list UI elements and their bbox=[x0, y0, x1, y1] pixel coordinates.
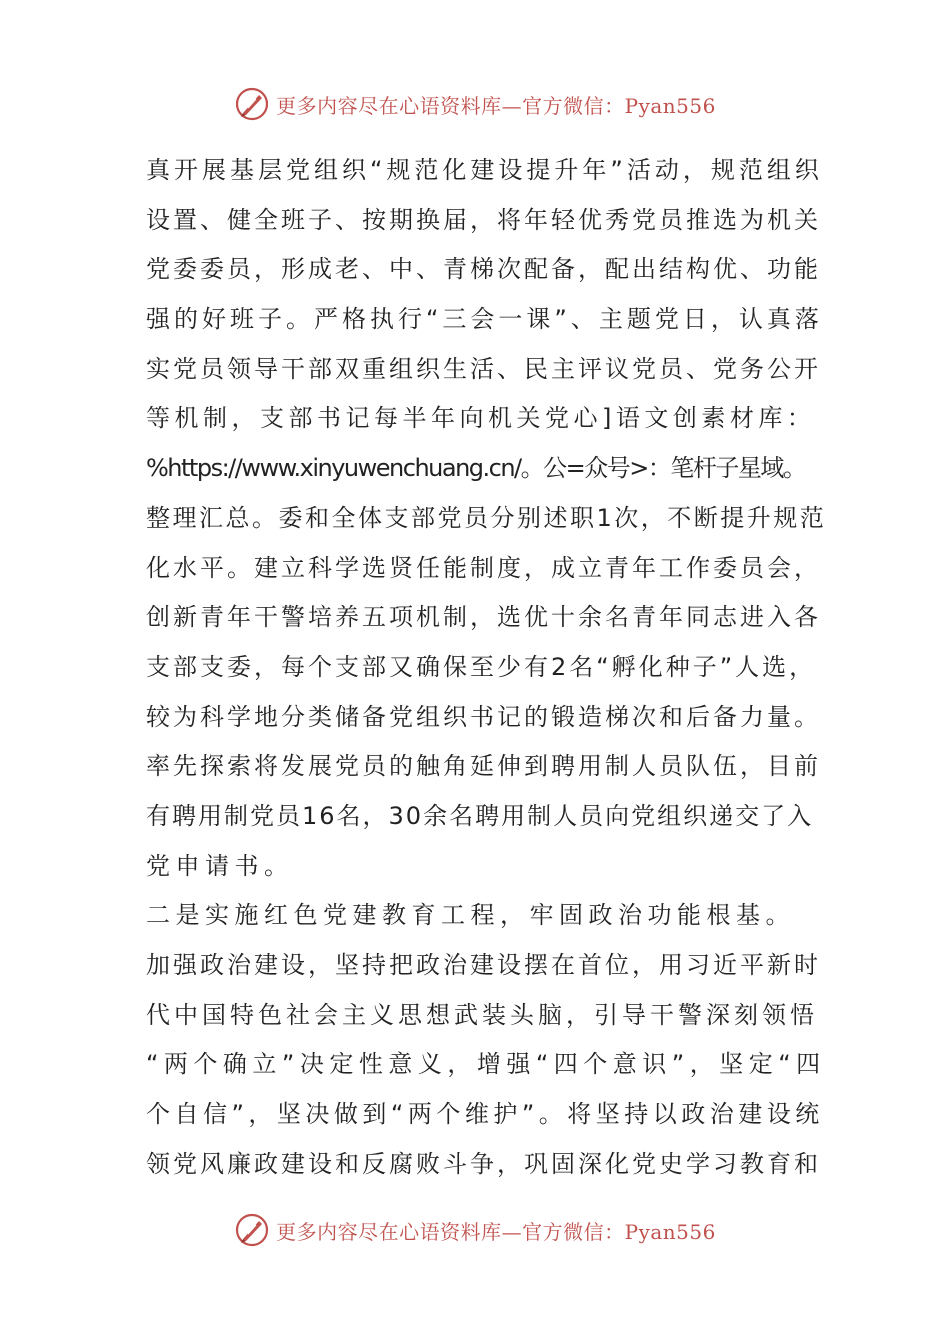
body-line: 较为科学地分类储备党组织书记的锻造梯次和后备力量。 bbox=[146, 702, 821, 731]
body-line: 个自信”，坚决做到“两个维护”。将坚持以政治建设统 bbox=[146, 1100, 824, 1129]
body-line: 支部支委，每个支部又确保至少有2名“孵化种子”人选， bbox=[146, 652, 817, 681]
quill-pen-logo-icon bbox=[234, 86, 270, 122]
body-line: 加强政治建设，坚持把政治建设摆在首位，用习近平新时 bbox=[146, 951, 821, 979]
header-watermark-banner bbox=[0, 82, 950, 126]
footer-watermark-banner bbox=[0, 1208, 950, 1252]
body-line: 党申请书。 bbox=[146, 851, 294, 880]
body-line-url: %https://www.xinyuwenchuang.cn/。公=众号>：笔杆子星域。 bbox=[146, 454, 806, 483]
body-line: 强的好班子。严格执行“三会一课”、主题党日，认真落 bbox=[146, 305, 823, 334]
body-line: 领党风廉政建设和反腐败斗争，巩固深化党史学习教育和 bbox=[146, 1149, 821, 1178]
body-line: 率先探索将发展党员的触角延伸到聘用制人员队伍，目前 bbox=[146, 752, 821, 781]
body-line: 有聘用制党员16名，30余名聘用制人员向党组织递交了入 bbox=[146, 801, 814, 830]
header-watermark-text: 更多内容尽在心语资料库—官方微信：Pyan556 bbox=[276, 93, 716, 118]
body-line: 代中国特色社会主义思想武装头脑，引导干警深刻领悟 bbox=[146, 1000, 818, 1029]
section-heading: 二是实施红色党建教育工程，牢固政治功能根基。 bbox=[146, 901, 795, 930]
body-line: 实党员领导干部双重组织生活、民主评议党员、党务公开 bbox=[146, 354, 821, 383]
body-line: 整理汇总。委和全体支部党员分别述职1次，不断提升规范 bbox=[146, 503, 827, 532]
body-line: 设置、健全班子、按期换届，将年轻优秀党员推选为机关 bbox=[146, 205, 821, 234]
quill-pen-logo-icon bbox=[234, 1212, 270, 1248]
body-line: 等机制，支部书记每半年向机关党心]语文创素材库： bbox=[146, 404, 816, 433]
document-body bbox=[146, 146, 826, 1189]
body-line: 党委委员，形成老、中、青梯次配备，配出结构优、功能 bbox=[146, 255, 821, 284]
body-line: 化水平。建立科学选贤任能制度，成立青年工作委员会， bbox=[146, 553, 821, 582]
body-line: “两个确立”决定性意义，增强“四个意识”，坚定“四 bbox=[146, 1050, 826, 1079]
footer-watermark-text: 更多内容尽在心语资料库—官方微信：Pyan556 bbox=[276, 1219, 716, 1244]
body-line: 真开展基层党组织“规范化建设提升年”活动，规范组织 bbox=[146, 156, 823, 184]
body-line: 创新青年干警培养五项机制，选优十余名青年同志进入各 bbox=[146, 603, 821, 632]
